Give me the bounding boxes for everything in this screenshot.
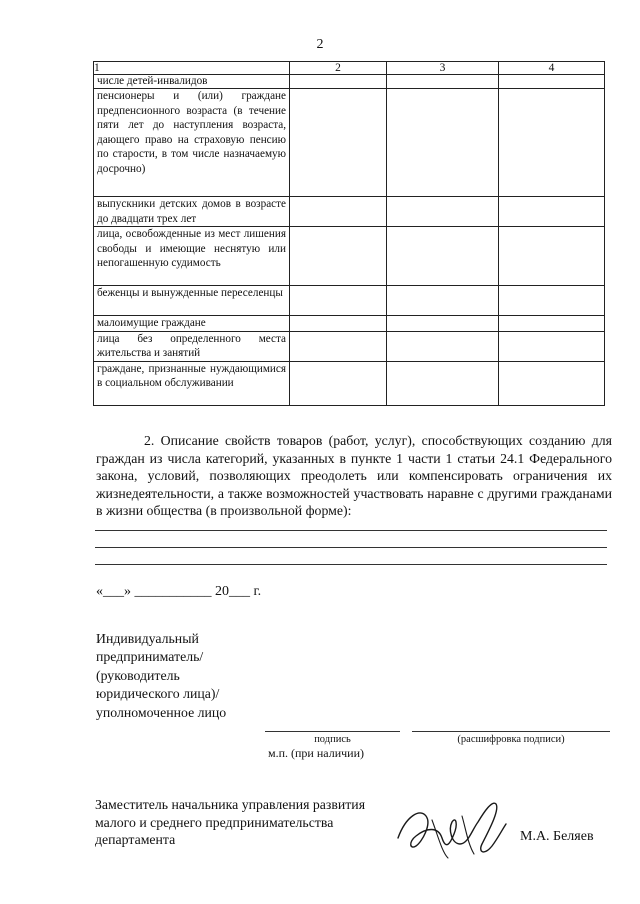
table-header-cell: 2 bbox=[290, 62, 387, 75]
table-header-cell: 3 bbox=[387, 62, 499, 75]
table-header-cell: 4 bbox=[499, 62, 605, 75]
table-row bbox=[94, 197, 605, 227]
table-cell bbox=[290, 286, 387, 316]
table-row-label: лица, освобожденные из мест лишения свободы и имеющие неснятую или непогашенную судимость bbox=[94, 227, 290, 286]
table-row-label: лица без определенного места жительства и занятий bbox=[94, 331, 290, 361]
table-row bbox=[94, 75, 605, 89]
categories-table bbox=[93, 61, 605, 406]
signature-caption: подпись bbox=[314, 734, 351, 745]
table-cell bbox=[387, 197, 499, 227]
table-cell bbox=[499, 197, 605, 227]
table-row bbox=[94, 89, 605, 197]
table-row-label: выпускники детских домов в возрасте до двадцати трех лет bbox=[94, 197, 290, 227]
table-cell bbox=[499, 316, 605, 332]
table-cell bbox=[290, 75, 387, 89]
description-paragraph: 2. Описание свойств товаров (работ, услуг), способствующих созданию для граждан из числа категорий, указанных в пункте 1 части 1 статьи 24.1 Федерального закона, условий, позволяющих преодолеть или компенсировать ограничения их жизнедеятельности, а также возможностей участвовать наравне с другими гражданами в жизни общества (в произвольной форме): bbox=[96, 433, 612, 518]
fill-in-line[interactable] bbox=[95, 547, 607, 548]
table-cell bbox=[387, 89, 499, 197]
table-cell bbox=[387, 286, 499, 316]
table-header-cell: 1 bbox=[94, 62, 290, 75]
deputy-title: Заместитель начальника управления развития малого и среднего предпринимательства департамента bbox=[95, 797, 366, 848]
table-cell bbox=[290, 316, 387, 332]
table-cell bbox=[290, 361, 387, 405]
table-row bbox=[94, 331, 605, 361]
table-row-label: граждане, признанные нуждающимися в социальном обслуживании bbox=[94, 361, 290, 405]
table-cell bbox=[499, 75, 605, 89]
table-cell bbox=[387, 227, 499, 286]
table-cell bbox=[387, 316, 499, 332]
table-cell bbox=[387, 75, 499, 89]
table-cell bbox=[499, 286, 605, 316]
deputy-name: М.А. Беляев bbox=[520, 829, 594, 844]
handwritten-signature bbox=[392, 786, 512, 866]
table-header-row bbox=[94, 62, 605, 75]
table-cell bbox=[290, 197, 387, 227]
table-cell bbox=[290, 331, 387, 361]
signature-decoding-field[interactable] bbox=[412, 731, 610, 732]
table-cell bbox=[387, 361, 499, 405]
fill-in-line[interactable] bbox=[95, 530, 607, 531]
table-row bbox=[94, 227, 605, 286]
stamp-note: м.п. (при наличии) bbox=[268, 746, 364, 760]
table-cell bbox=[290, 227, 387, 286]
table-row-label: числе детей-инвалидов bbox=[94, 75, 290, 89]
signature-field[interactable] bbox=[265, 731, 400, 732]
table-row-label: малоимущие граждане bbox=[94, 316, 290, 332]
page-number: 2 bbox=[316, 37, 324, 52]
table-row bbox=[94, 361, 605, 405]
table-row-label: беженцы и вынужденные переселенцы bbox=[94, 286, 290, 316]
table-row-label: пенсионеры и (или) граждане предпенсионного возраста (в течение пяти лет до наступления возраста, дающего право на страховую пенсию по старости, в том числе назначаемую досрочно) bbox=[94, 89, 290, 197]
table-cell bbox=[387, 331, 499, 361]
signature-decoding-caption: (расшифровка подписи) bbox=[457, 734, 565, 745]
table-cell bbox=[499, 89, 605, 197]
date-line: «___» ___________ 20___ г. bbox=[96, 584, 262, 599]
signatory-label: Индивидуальный предприниматель/ (руководитель юридического лица)/уполномоченное лицо bbox=[96, 631, 227, 720]
table-row bbox=[94, 316, 605, 332]
table-row bbox=[94, 286, 605, 316]
table-cell bbox=[499, 361, 605, 405]
table-cell bbox=[290, 89, 387, 197]
table-cell bbox=[499, 227, 605, 286]
table-cell bbox=[499, 331, 605, 361]
fill-in-line[interactable] bbox=[95, 564, 607, 565]
